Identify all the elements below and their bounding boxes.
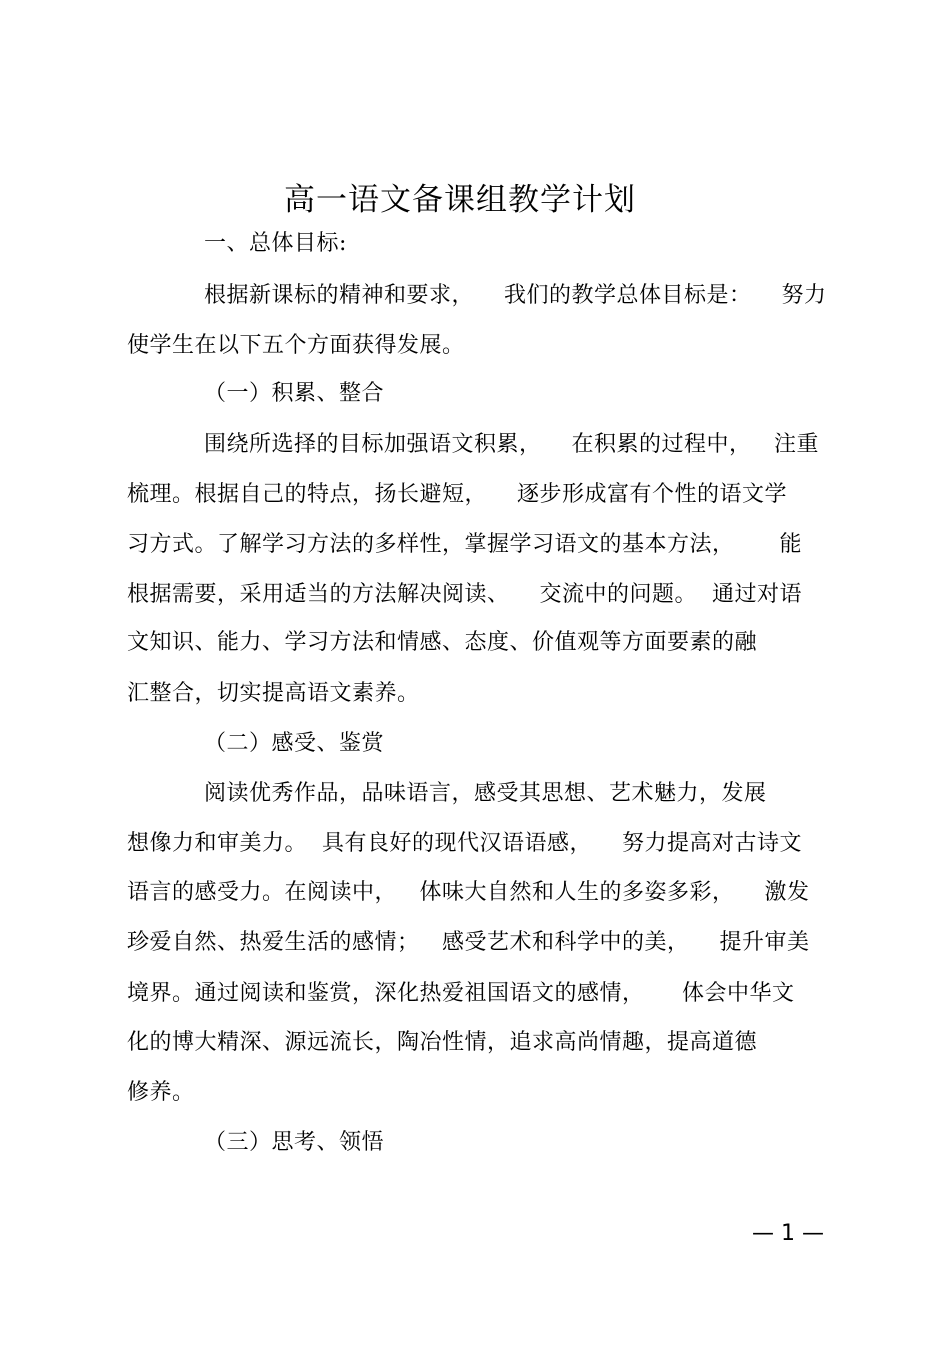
paragraph-line: 境界。通过阅读和鉴赏，深化热爱祖国语文的感情， 体会中华文	[127, 981, 795, 1006]
subheading-appreciate: （二）感受、鉴赏	[204, 731, 385, 756]
document-title: 高一语文备课组教学计划	[284, 182, 636, 218]
subheading-accumulate: （一）积累、整合	[204, 381, 385, 406]
paragraph-line: 语言的感受力。在阅读中， 体味大自然和人生的多姿多彩， 激发	[127, 880, 810, 905]
paragraph-line: 化的博大精深、源远流长，陶冶性情，追求高尚情趣，提高道德	[127, 1030, 758, 1055]
paragraph-line: 根据需要，采用适当的方法解决阅读、 交流中的问题。 通过对语	[127, 582, 802, 607]
paragraph-line: 使学生在以下五个方面获得发展。	[127, 333, 465, 358]
paragraph-line: 想像力和审美力。 具有良好的现代汉语语感， 努力提高对古诗文	[127, 831, 802, 856]
heading-overall-goal: 一、总体目标:	[204, 231, 347, 256]
paragraph-line: 修养。	[127, 1080, 195, 1105]
paragraph-line: 阅读优秀作品，品味语言，感受其思想、艺术魅力，发展	[204, 781, 767, 806]
page-number: — 1 —	[752, 1221, 824, 1246]
paragraph-line: 珍爱自然、热爱生活的感情； 感受艺术和科学中的美， 提升审美	[127, 930, 810, 955]
paragraph-line: 文知识、能力、学习方法和情感、态度、价值观等方面要素的融	[127, 630, 758, 655]
paragraph-line: 梳理。根据自己的特点，扬长避短， 逐步形成富有个性的语文学	[127, 482, 787, 507]
paragraph-line: 根据新课标的精神和要求， 我们的教学总体目标是： 努力	[204, 283, 827, 308]
paragraph-line: 汇整合，切实提高语文素养。	[127, 681, 420, 706]
paragraph-line: 习方式。了解学习方法的多样性，掌握学习语文的基本方法， 能	[127, 532, 802, 557]
paragraph-line: 围绕所选择的目标加强语文积累， 在积累的过程中， 注重	[204, 432, 819, 457]
subheading-reflect: （三）思考、领悟	[204, 1130, 385, 1155]
